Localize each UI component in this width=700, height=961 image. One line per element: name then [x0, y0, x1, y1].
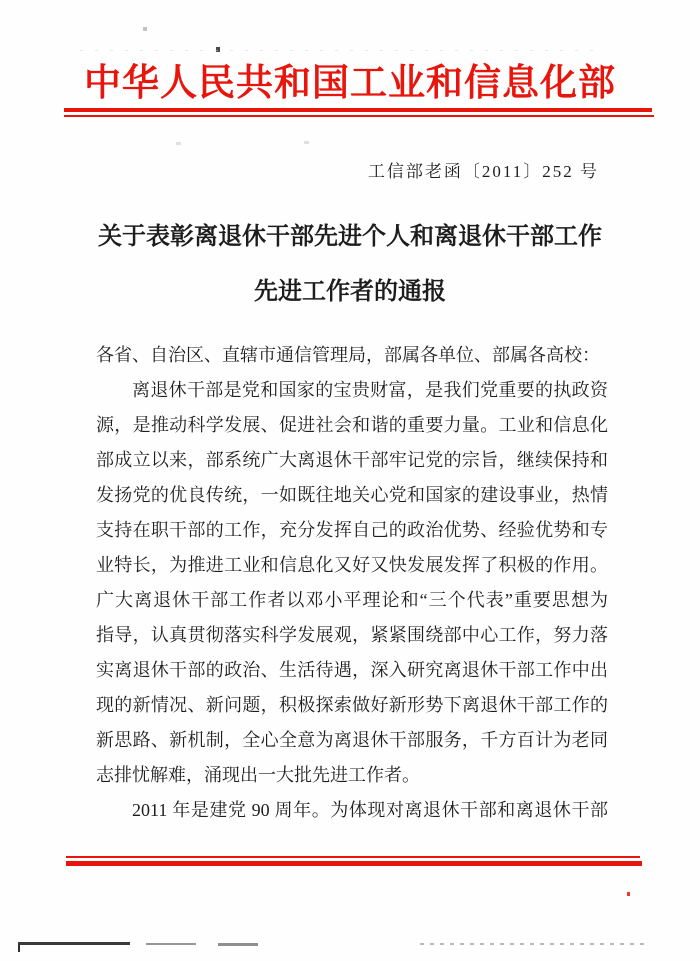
body-line: 业特长，为推进工业和信息化又好又快发展发挥了积极的作用。 [96, 555, 608, 575]
body-line: 源，是推动科学发展、促进社会和谐的重要力量。工业和信息化 [96, 415, 608, 435]
agency-name: 中华人民共和国工业和信息化部 [84, 63, 616, 104]
body-line: 实离退休干部的政治、生活待遇，深入研究离退休干部工作中出 [96, 660, 608, 680]
scan-artifact [627, 892, 630, 896]
document-body [96, 338, 608, 828]
body-line: 指导，认真贯彻落实科学发展观，紧紧围绕部中心工作，努力落 [96, 625, 608, 645]
body-line-salutation: 各省、自治区、直辖市通信管理局，部属各单位、部属各高校： [96, 345, 600, 365]
body-line: 新思路、新机制，全心全意为离退休干部服务，千方百计为老同 [96, 730, 608, 750]
document-title-line-1: 关于表彰离退休干部先进个人和离退休干部工作 [98, 224, 602, 250]
scan-artifact [146, 943, 196, 945]
body-line: 现的新情况、新问题，积极探索做好新形势下离退休干部工作的 [96, 695, 608, 715]
scan-artifact [304, 141, 309, 144]
body-line: 部成立以来，部系统广大离退休干部牢记党的宗旨，继续保持和 [96, 450, 608, 470]
scan-artifact [176, 142, 181, 145]
scan-artifact [18, 942, 130, 945]
scan-artifact [80, 50, 600, 51]
red-divider-top-thick [64, 108, 652, 112]
body-line: 支持在职干部的工作，充分发挥自己的政治优势、经验优势和专 [96, 520, 608, 540]
body-line: 广大离退休干部工作者以邓小平理论和“三个代表”重要思想为 [96, 590, 608, 610]
scan-artifact [143, 27, 147, 31]
document-title-line-2: 先进工作者的通报 [254, 279, 446, 305]
scan-artifact [218, 943, 258, 946]
document-number: 工信部老函〔2011〕252 号 [367, 162, 599, 181]
body-line: 志排忧解难，涌现出一大批先进工作者。 [96, 765, 420, 785]
body-line: 发扬党的优良传统，一如既往地关心党和国家的建设事业，热情 [96, 485, 608, 505]
scan-artifact [420, 943, 650, 945]
red-divider-bottom-thin [66, 856, 640, 858]
red-divider-top-thin [64, 115, 654, 117]
body-line: 2011 年是建党 90 周年。为体现对离退休干部和离退休干部 [132, 800, 608, 820]
red-divider-bottom-thick [66, 861, 642, 866]
body-line: 离退休干部是党和国家的宝贵财富，是我们党重要的执政资 [132, 380, 608, 400]
